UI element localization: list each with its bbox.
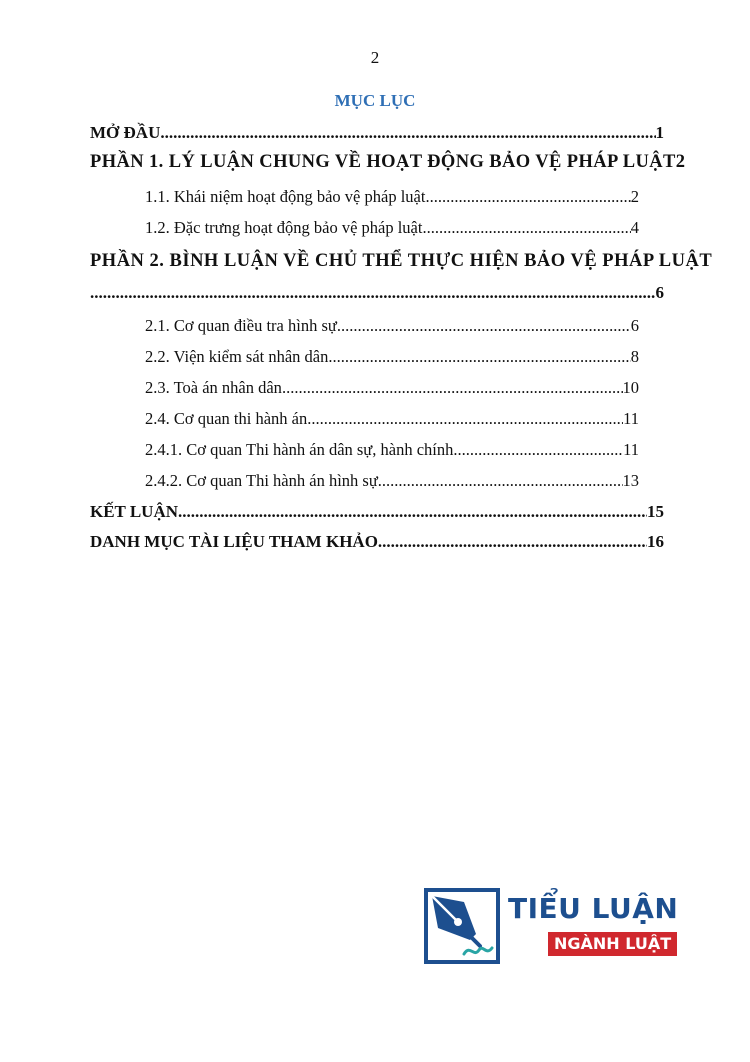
- toc-entry-label: 2.2. Viện kiểm sát nhân dân: [145, 347, 329, 366]
- toc-entry-mo-dau[interactable]: [90, 123, 664, 152]
- toc-entry-label: 2.3. Toà án nhân dân: [145, 378, 282, 397]
- dot-leader: [378, 471, 623, 491]
- toc-entry-1-1[interactable]: [90, 187, 639, 218]
- toc-entry-page: 1: [655, 123, 664, 142]
- toc-entry-page: 2: [630, 187, 639, 206]
- toc-entry-2-4-1[interactable]: [90, 440, 639, 471]
- toc-entry-phan-2[interactable]: [90, 251, 713, 316]
- toc-entry-page: 11: [623, 409, 639, 428]
- toc-entry-page: 2: [675, 152, 686, 172]
- toc-entry-2-4-2[interactable]: [90, 471, 639, 502]
- toc-entry-label: KẾT LUẬN: [90, 502, 179, 521]
- toc-entry-label: PHẦN 1. LÝ LUẬN CHUNG VỀ HOẠT ĐỘNG BẢO VỆ PHÁP LUẬT: [90, 152, 676, 172]
- dot-leader: [453, 440, 623, 460]
- toc-entry-page: 8: [630, 347, 639, 366]
- logo-text-nganh-luat: NGÀNH LUẬT: [548, 932, 677, 956]
- toc-entry-label: MỞ ĐẦU: [90, 123, 161, 142]
- toc-entry-tai-lieu-tham-khao[interactable]: [90, 532, 664, 562]
- logo: [424, 888, 679, 966]
- toc-entry-label: 2.4.1. Cơ quan Thi hành án dân sự, hành chính: [145, 440, 454, 459]
- dot-leader: [337, 316, 631, 336]
- toc-entry-page: 13: [622, 471, 639, 490]
- toc-entry-label: 1.1. Khái niệm hoạt động bảo vệ pháp luật: [145, 187, 426, 206]
- toc-entry-2-4[interactable]: [90, 409, 639, 440]
- toc-entry-page: 4: [630, 218, 639, 237]
- dot-leader: [282, 378, 623, 398]
- toc-entry-page: 10: [622, 378, 639, 397]
- toc-entry-page: 11: [623, 440, 639, 459]
- toc-entry-2-3[interactable]: [90, 378, 639, 409]
- toc-entry-label: DANH MỤC TÀI LIỆU THAM KHẢO: [90, 532, 378, 551]
- dot-leader: [425, 187, 630, 207]
- logo-text-tieu-luan: TIỂU LUẬN: [508, 892, 679, 925]
- dot-leader: [422, 218, 630, 238]
- toc-entry-label: PHẦN 2. BÌNH LUẬN VỀ CHỦ THỂ THỰC HIỆN BẢO VỆ PHÁP LUẬT: [90, 251, 713, 271]
- toc-entry-1-2[interactable]: [90, 218, 639, 249]
- toc-entry-label: 2.4. Cơ quan thi hành án: [145, 409, 308, 428]
- toc-entry-page: 16: [647, 532, 664, 551]
- dot-leader: [178, 502, 647, 522]
- toc-entry-2-1[interactable]: [90, 316, 639, 347]
- toc-entry-label: 1.2. Đặc trưng hoạt động bảo vệ pháp luật: [145, 218, 423, 237]
- toc-entry-ket-luan[interactable]: [90, 502, 664, 532]
- toc-entry-page: 6: [655, 283, 664, 302]
- dot-leader: [378, 532, 647, 552]
- dot-leader: [160, 123, 655, 143]
- toc-entry-page: 6: [630, 316, 639, 335]
- page-number: 2: [370, 48, 380, 67]
- table-of-contents: [90, 123, 713, 562]
- toc-entry-phan-1[interactable]: [90, 152, 686, 185]
- toc-title: MỤC LỤC: [334, 91, 416, 110]
- toc-entry-label: 2.1. Cơ quan điều tra hình sự: [145, 316, 337, 335]
- toc-entry-2-2[interactable]: [90, 347, 639, 378]
- fountain-pen-icon: [424, 888, 500, 964]
- dot-leader: [90, 283, 656, 303]
- toc-entry-label: 2.4.2. Cơ quan Thi hành án hình sự: [145, 471, 378, 490]
- toc-entry-page: 15: [647, 502, 664, 521]
- dot-leader: [328, 347, 630, 367]
- dot-leader: [307, 409, 623, 429]
